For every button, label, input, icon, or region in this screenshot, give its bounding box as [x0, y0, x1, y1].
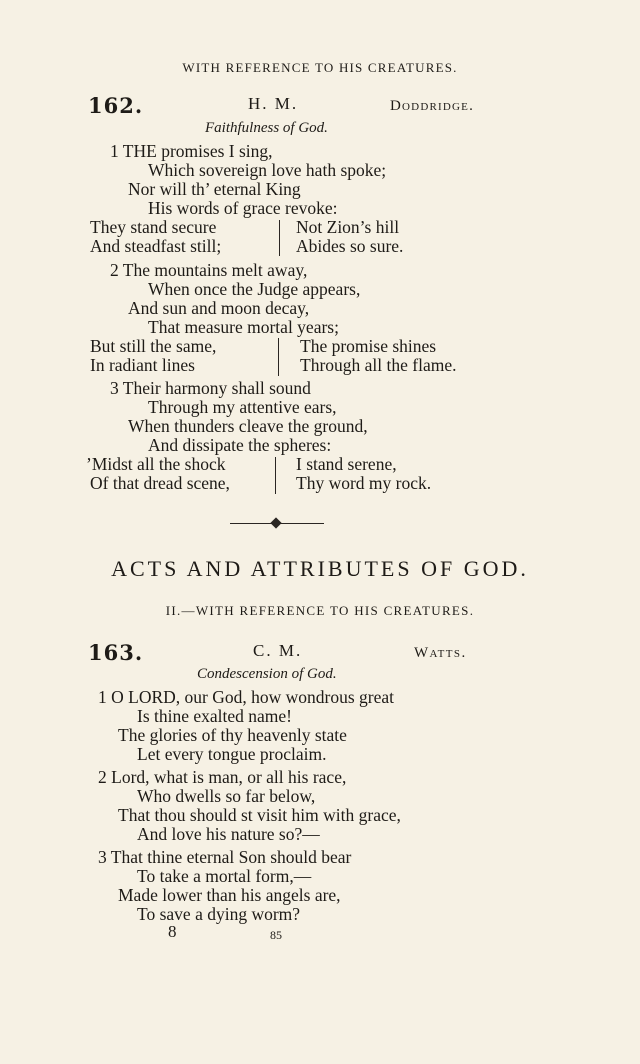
split-line-right: The promise shines	[300, 336, 437, 356]
verse-line: 2 The mountains melt away,	[110, 260, 308, 280]
subsection-title: II.—WITH REFERENCE TO HIS CREATURES.	[165, 603, 475, 618]
hymn-meter: H. M.	[248, 94, 299, 113]
verse-line: When once the Judge appears,	[148, 279, 361, 299]
verse-line: Who dwells so far below,	[137, 786, 316, 806]
hymn-author: Watts.	[414, 645, 467, 661]
hymn-subtitle: Condescension of God.	[197, 666, 337, 682]
page-number: 85	[270, 928, 282, 942]
verse-line: That thou should st visit him with grace,	[118, 805, 401, 825]
verse-line: And love his nature so?—	[137, 824, 320, 844]
hymn-meter: C. M.	[253, 641, 303, 660]
split-divider	[275, 457, 276, 494]
split-line-left: They stand secure	[90, 217, 217, 237]
diamond-icon	[270, 517, 281, 528]
hymn-number: 163.	[88, 640, 144, 665]
verse-line: 3 Their harmony shall sound	[110, 378, 311, 398]
verse-line: That measure mortal years;	[148, 317, 339, 337]
verse-line: When thunders cleave the ground,	[128, 416, 368, 436]
verse-line: Made lower than his angels are,	[118, 885, 341, 905]
verse-line: His words of grace revoke:	[148, 198, 338, 218]
verse-line: 1 O LORD, our God, how wondrous great	[98, 687, 395, 707]
split-line-left: Of that dread scene,	[90, 473, 230, 493]
verse-line: To save a dying worm?	[137, 904, 301, 924]
split-line-right: Abides so sure.	[296, 236, 404, 256]
split-divider	[279, 220, 280, 256]
split-line-right: I stand serene,	[296, 454, 397, 474]
split-line-right: Thy word my rock.	[296, 473, 432, 493]
running-head: WITH REFERENCE TO HIS CREATURES.	[182, 60, 458, 75]
split-line-right: Through all the flame.	[300, 355, 457, 375]
verse-line: Let every tongue proclaim.	[137, 744, 327, 764]
section-title: ACTS AND ATTRIBUTES OF GOD.	[111, 556, 529, 581]
verse-line: 3 That thine eternal Son should bear	[98, 847, 352, 867]
split-line-left: But still the same,	[90, 336, 217, 356]
verse-line: Nor will th’ eternal King	[128, 179, 301, 199]
split-line-left: In radiant lines	[90, 355, 195, 375]
hymn-author: Doddridge.	[390, 98, 475, 114]
verse-line: The glories of thy heavenly state	[118, 725, 347, 745]
verse-line: And dissipate the spheres:	[148, 435, 332, 455]
hymn-subtitle: Faithfulness of God.	[205, 120, 328, 136]
split-line-left: And steadfast still;	[90, 236, 222, 256]
split-line-right: Not Zion’s hill	[296, 217, 400, 237]
verse-line: And sun and moon decay,	[128, 298, 310, 318]
split-line-left: ’Midst all the shock	[86, 454, 226, 474]
verse-line: Through my attentive ears,	[148, 397, 337, 417]
hymn-number: 162.	[88, 93, 144, 118]
verse-line: To take a mortal form,—	[137, 866, 312, 886]
signature-mark: 8	[168, 922, 177, 941]
verse-line: Is thine exalted name!	[137, 706, 293, 726]
verse-line: 2 Lord, what is man, or all his race,	[98, 767, 347, 787]
split-divider	[278, 338, 279, 376]
verse-line: Which sovereign love hath spoke;	[148, 160, 387, 180]
verse-line: 1 THE promises I sing,	[110, 141, 273, 161]
